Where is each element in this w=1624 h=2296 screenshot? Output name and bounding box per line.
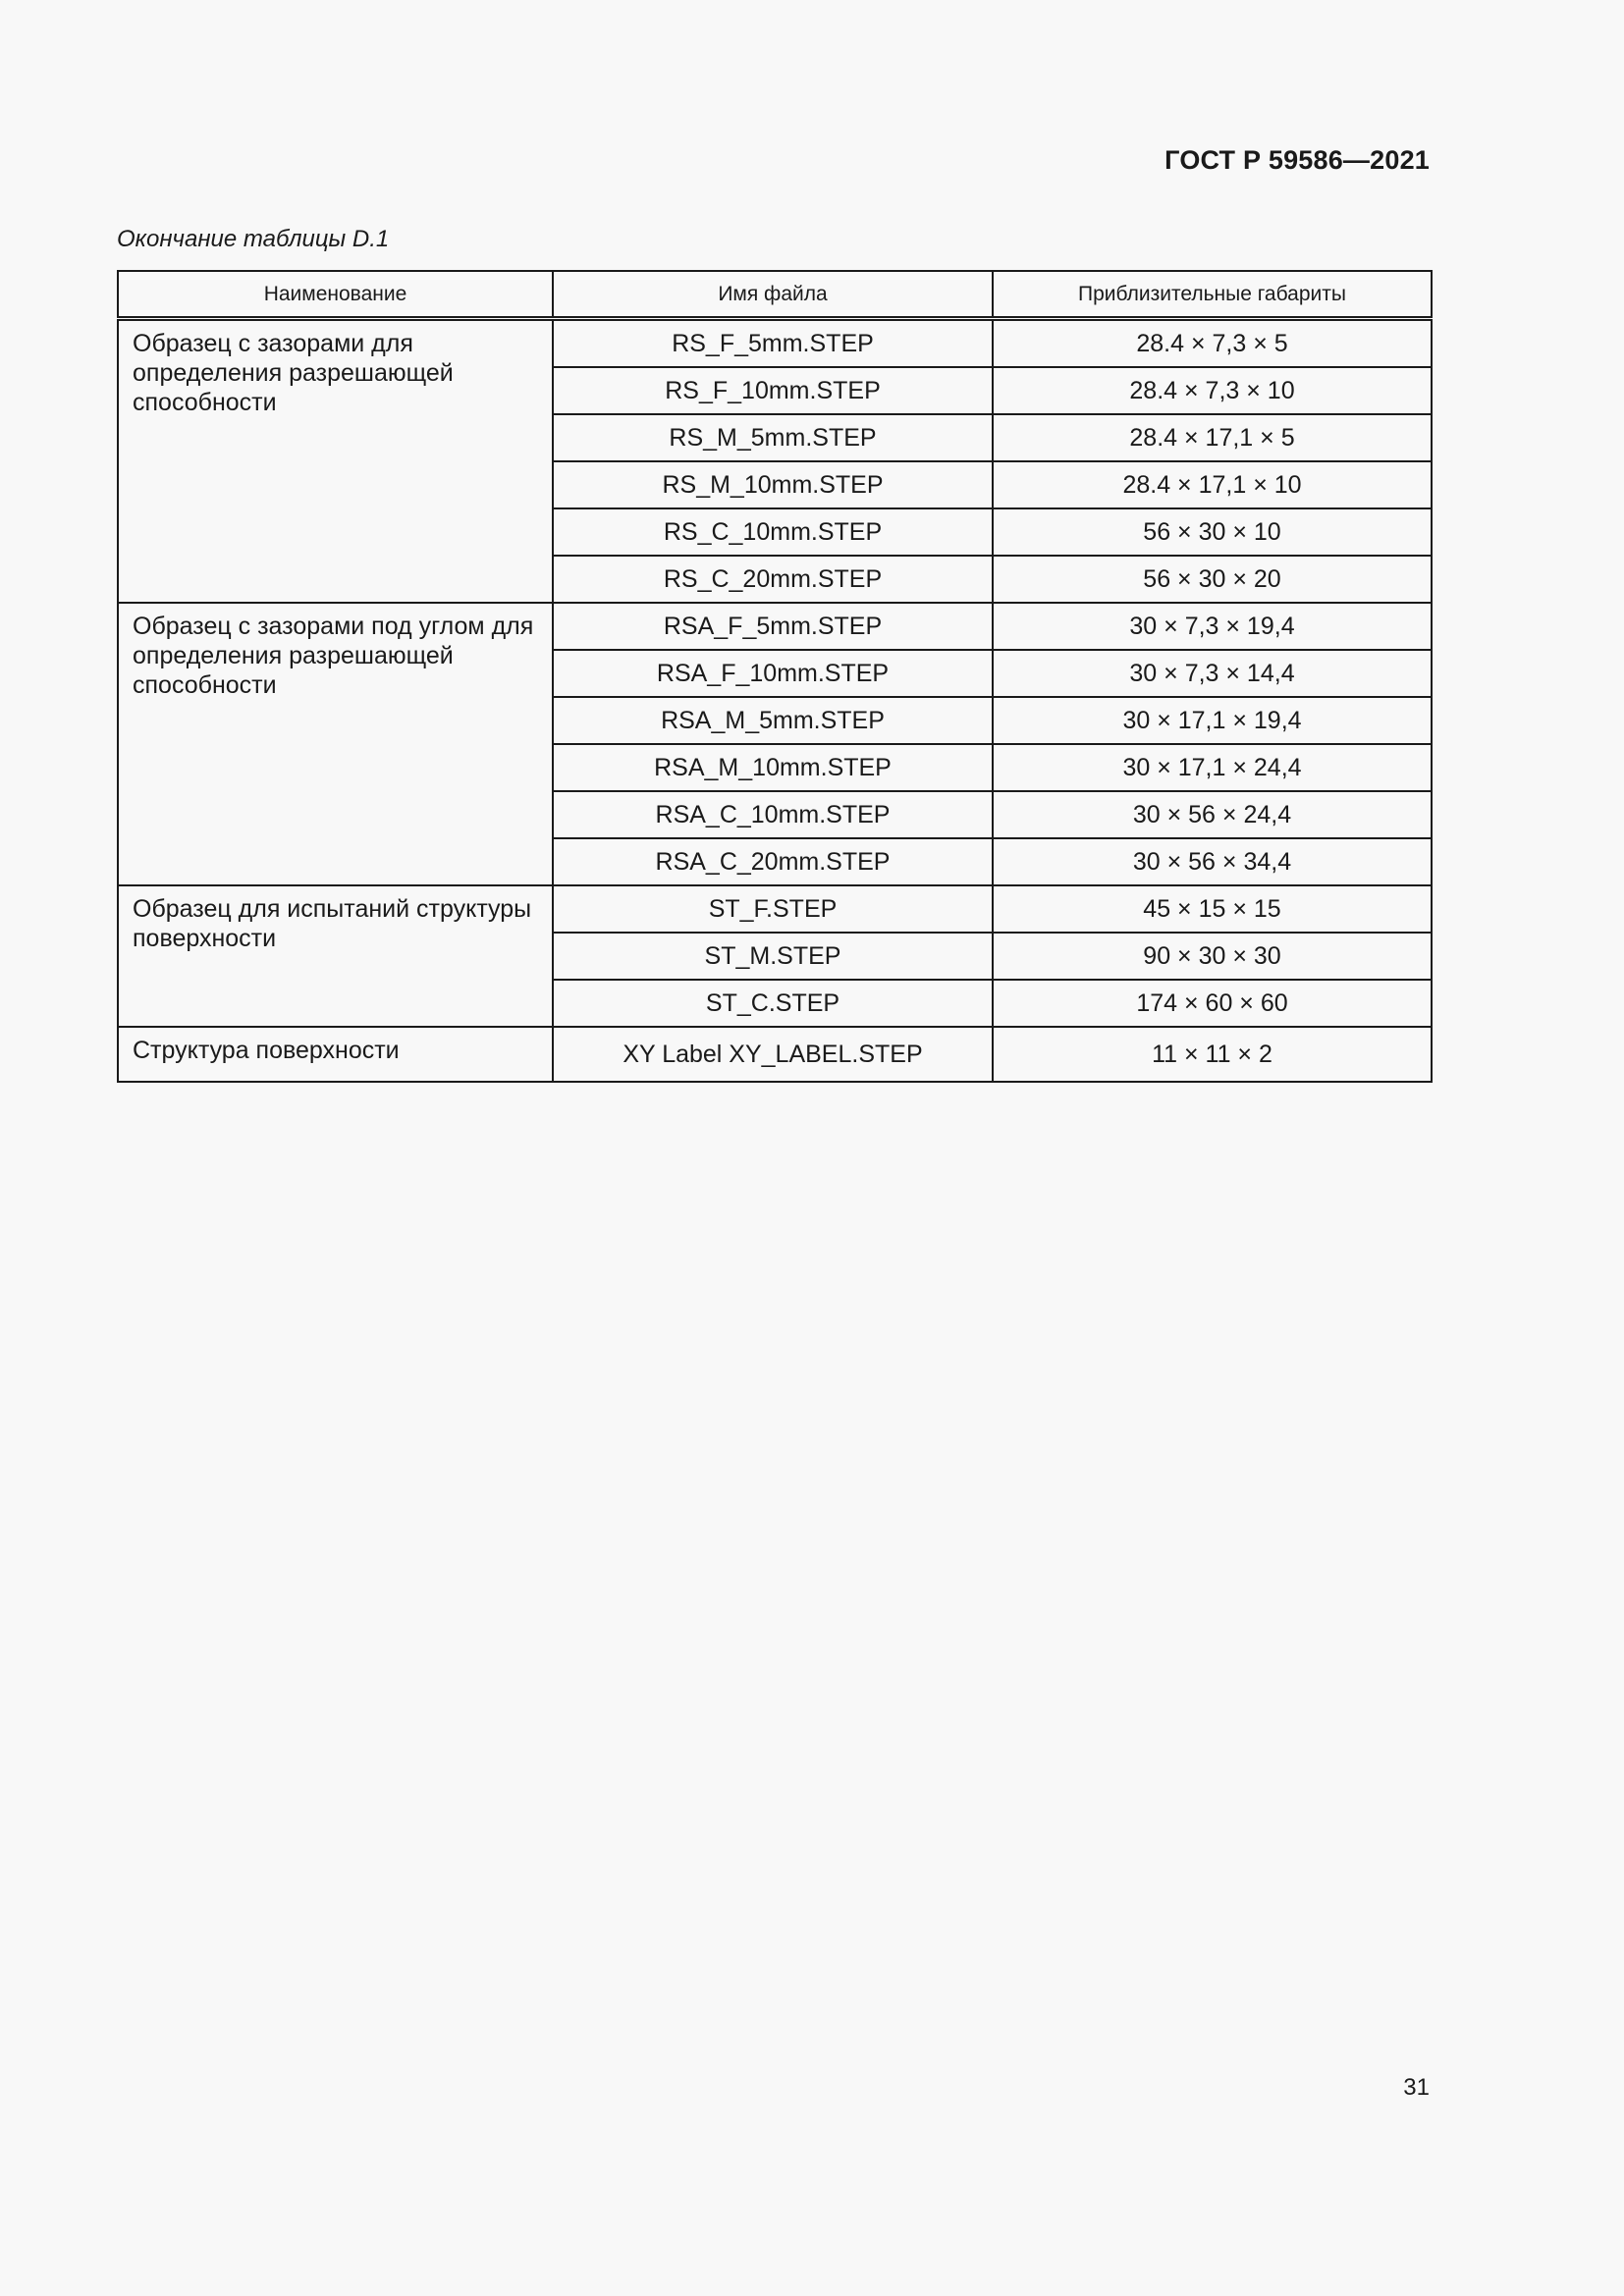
page-number: 31 bbox=[1403, 2074, 1430, 2101]
dimensions-cell: 28.4 × 17,1 × 10 bbox=[993, 461, 1432, 508]
sample-name-cell: Образец с зазорами под углом для определения разрешающей способности bbox=[118, 603, 553, 885]
table-row bbox=[118, 603, 1432, 650]
file-name-cell: XY Label XY_LABEL.STEP bbox=[553, 1027, 993, 1082]
table-row bbox=[118, 885, 1432, 933]
dimensions-cell: 56 × 30 × 10 bbox=[993, 508, 1432, 556]
files-table bbox=[117, 270, 1433, 1083]
file-name-cell: ST_C.STEP bbox=[553, 980, 993, 1027]
file-name-cell: RSA_M_5mm.STEP bbox=[553, 697, 993, 744]
dimensions-cell: 30 × 17,1 × 19,4 bbox=[993, 697, 1432, 744]
file-name-cell: RSA_C_20mm.STEP bbox=[553, 838, 993, 885]
file-name-cell: RSA_C_10mm.STEP bbox=[553, 791, 993, 838]
dimensions-cell: 30 × 56 × 24,4 bbox=[993, 791, 1432, 838]
sample-name-cell: Образец с зазорами для определения разрешающей способности bbox=[118, 319, 553, 604]
column-header-name: Наименование bbox=[118, 271, 553, 319]
table-header-row bbox=[118, 271, 1432, 319]
file-name-cell: ST_M.STEP bbox=[553, 933, 993, 980]
dimensions-cell: 56 × 30 × 20 bbox=[993, 556, 1432, 603]
dimensions-cell: 30 × 7,3 × 14,4 bbox=[993, 650, 1432, 697]
dimensions-cell: 30 × 7,3 × 19,4 bbox=[993, 603, 1432, 650]
sample-name-cell: Образец для испытаний структуры поверхности bbox=[118, 885, 553, 1027]
file-name-cell: RSA_M_10mm.STEP bbox=[553, 744, 993, 791]
dimensions-cell: 30 × 17,1 × 24,4 bbox=[993, 744, 1432, 791]
file-name-cell: RS_C_10mm.STEP bbox=[553, 508, 993, 556]
dimensions-cell: 11 × 11 × 2 bbox=[993, 1027, 1432, 1082]
table-caption: Окончание таблицы D.1 bbox=[117, 226, 390, 252]
dimensions-cell: 174 × 60 × 60 bbox=[993, 980, 1432, 1027]
file-name-cell: RSA_F_5mm.STEP bbox=[553, 603, 993, 650]
dimensions-cell: 28.4 × 7,3 × 5 bbox=[993, 319, 1432, 368]
file-name-cell: RSA_F_10mm.STEP bbox=[553, 650, 993, 697]
file-name-cell: ST_F.STEP bbox=[553, 885, 993, 933]
dimensions-cell: 90 × 30 × 30 bbox=[993, 933, 1432, 980]
file-name-cell: RS_C_20mm.STEP bbox=[553, 556, 993, 603]
file-name-cell: RS_F_5mm.STEP bbox=[553, 319, 993, 368]
dimensions-cell: 28.4 × 17,1 × 5 bbox=[993, 414, 1432, 461]
sample-name-cell: Структура поверхности bbox=[118, 1027, 553, 1082]
dimensions-cell: 30 × 56 × 34,4 bbox=[993, 838, 1432, 885]
table-row bbox=[118, 319, 1432, 368]
dimensions-cell: 28.4 × 7,3 × 10 bbox=[993, 367, 1432, 414]
file-name-cell: RS_M_5mm.STEP bbox=[553, 414, 993, 461]
dimensions-cell: 45 × 15 × 15 bbox=[993, 885, 1432, 933]
table-header bbox=[118, 271, 1432, 319]
file-name-cell: RS_M_10mm.STEP bbox=[553, 461, 993, 508]
table-row bbox=[118, 1027, 1432, 1082]
file-name-cell: RS_F_10mm.STEP bbox=[553, 367, 993, 414]
table-body bbox=[118, 319, 1432, 1083]
document-standard-number: ГОСТ Р 59586—2021 bbox=[1164, 145, 1430, 175]
column-header-file: Имя файла bbox=[553, 271, 993, 319]
column-header-size: Приблизительные габариты bbox=[993, 271, 1432, 319]
